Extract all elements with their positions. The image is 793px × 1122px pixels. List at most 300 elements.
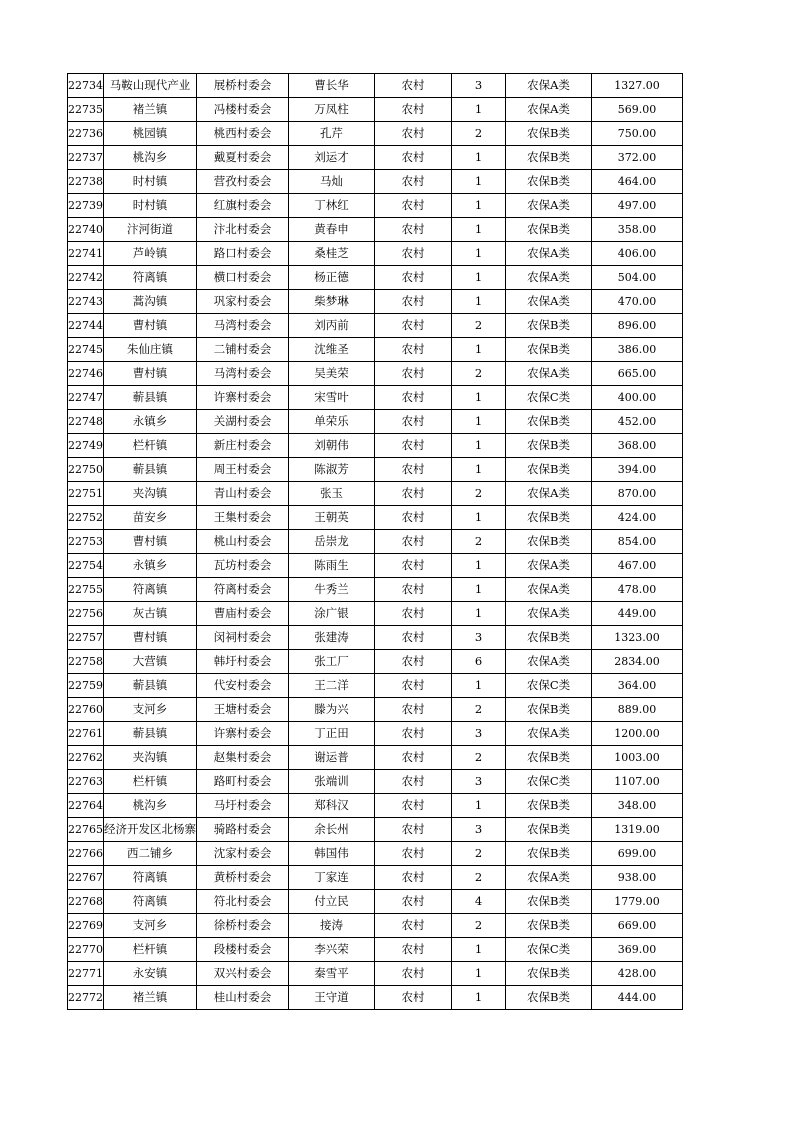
village-cell: 马圩村委会 — [197, 794, 289, 818]
category-cell: 农保B类 — [506, 698, 592, 722]
household-count-cell: 3 — [452, 74, 506, 98]
name-cell: 张端训 — [289, 770, 375, 794]
category-cell: 农保A类 — [506, 266, 592, 290]
household-count-cell: 2 — [452, 314, 506, 338]
household-count-cell: 2 — [452, 866, 506, 890]
town-cell: 经济开发区北杨寨 — [104, 818, 197, 842]
table-row — [68, 458, 683, 482]
village-cell: 桃山村委会 — [197, 530, 289, 554]
amount-cell: 372.00 — [592, 146, 683, 170]
village-cell: 符离村委会 — [197, 578, 289, 602]
name-cell: 滕为兴 — [289, 698, 375, 722]
village-cell: 二铺村委会 — [197, 338, 289, 362]
row-id-cell: 22771 — [68, 962, 104, 986]
household-count-cell: 1 — [452, 674, 506, 698]
town-cell: 西二铺乡 — [104, 842, 197, 866]
village-cell: 横口村委会 — [197, 266, 289, 290]
category-cell: 农保B类 — [506, 818, 592, 842]
village-cell: 代安村委会 — [197, 674, 289, 698]
name-cell: 吴美荣 — [289, 362, 375, 386]
category-cell: 农保B类 — [506, 890, 592, 914]
amount-cell: 464.00 — [592, 170, 683, 194]
household-count-cell: 6 — [452, 650, 506, 674]
row-id-cell: 22755 — [68, 578, 104, 602]
amount-cell: 870.00 — [592, 482, 683, 506]
table-row — [68, 98, 683, 122]
row-id-cell: 22749 — [68, 434, 104, 458]
area-cell: 农村 — [375, 170, 452, 194]
household-count-cell: 1 — [452, 98, 506, 122]
amount-cell: 386.00 — [592, 338, 683, 362]
village-cell: 许寨村委会 — [197, 386, 289, 410]
area-cell: 农村 — [375, 482, 452, 506]
village-cell: 黄桥村委会 — [197, 866, 289, 890]
name-cell: 柴梦琳 — [289, 290, 375, 314]
household-count-cell: 1 — [452, 386, 506, 410]
town-cell: 永镇乡 — [104, 410, 197, 434]
village-cell: 许寨村委会 — [197, 722, 289, 746]
amount-cell: 699.00 — [592, 842, 683, 866]
amount-cell: 504.00 — [592, 266, 683, 290]
area-cell: 农村 — [375, 530, 452, 554]
household-count-cell: 1 — [452, 986, 506, 1010]
village-cell: 双兴村委会 — [197, 962, 289, 986]
table-row — [68, 938, 683, 962]
area-cell: 农村 — [375, 866, 452, 890]
area-cell: 农村 — [375, 314, 452, 338]
town-cell: 支河乡 — [104, 698, 197, 722]
household-count-cell: 4 — [452, 890, 506, 914]
town-cell: 支河乡 — [104, 914, 197, 938]
row-id-cell: 22742 — [68, 266, 104, 290]
village-cell: 徐桥村委会 — [197, 914, 289, 938]
town-cell: 夹沟镇 — [104, 746, 197, 770]
amount-cell: 369.00 — [592, 938, 683, 962]
name-cell: 郑科汉 — [289, 794, 375, 818]
table-row — [68, 818, 683, 842]
village-cell: 韩圩村委会 — [197, 650, 289, 674]
amount-cell: 348.00 — [592, 794, 683, 818]
row-id-cell: 22741 — [68, 242, 104, 266]
row-id-cell: 22734 — [68, 74, 104, 98]
name-cell: 岳崇龙 — [289, 530, 375, 554]
town-cell: 永安镇 — [104, 962, 197, 986]
village-cell: 符北村委会 — [197, 890, 289, 914]
name-cell: 张玉 — [289, 482, 375, 506]
area-cell: 农村 — [375, 794, 452, 818]
table-row — [68, 722, 683, 746]
town-cell: 朱仙庄镇 — [104, 338, 197, 362]
area-cell: 农村 — [375, 98, 452, 122]
table-body — [68, 74, 683, 1010]
category-cell: 农保B类 — [506, 986, 592, 1010]
table-row — [68, 698, 683, 722]
table-row — [68, 674, 683, 698]
row-id-cell: 22737 — [68, 146, 104, 170]
category-cell: 农保B类 — [506, 458, 592, 482]
category-cell: 农保B类 — [506, 338, 592, 362]
table-row — [68, 650, 683, 674]
village-cell: 巩家村委会 — [197, 290, 289, 314]
area-cell: 农村 — [375, 626, 452, 650]
table-row — [68, 602, 683, 626]
table-row — [68, 122, 683, 146]
row-id-cell: 22770 — [68, 938, 104, 962]
village-cell: 戴夏村委会 — [197, 146, 289, 170]
category-cell: 农保A类 — [506, 74, 592, 98]
town-cell: 大营镇 — [104, 650, 197, 674]
area-cell: 农村 — [375, 218, 452, 242]
household-count-cell: 2 — [452, 362, 506, 386]
name-cell: 刘运才 — [289, 146, 375, 170]
amount-cell: 424.00 — [592, 506, 683, 530]
household-count-cell: 1 — [452, 170, 506, 194]
category-cell: 农保B类 — [506, 146, 592, 170]
village-cell: 冯楼村委会 — [197, 98, 289, 122]
area-cell: 农村 — [375, 146, 452, 170]
area-cell: 农村 — [375, 74, 452, 98]
table-row — [68, 578, 683, 602]
household-count-cell: 3 — [452, 722, 506, 746]
area-cell: 农村 — [375, 914, 452, 938]
village-cell: 周王村委会 — [197, 458, 289, 482]
row-id-cell: 22748 — [68, 410, 104, 434]
area-cell: 农村 — [375, 410, 452, 434]
allowance-table — [67, 73, 683, 1010]
row-id-cell: 22765 — [68, 818, 104, 842]
town-cell: 时村镇 — [104, 170, 197, 194]
area-cell: 农村 — [375, 242, 452, 266]
name-cell: 黄春申 — [289, 218, 375, 242]
name-cell: 单荣乐 — [289, 410, 375, 434]
row-id-cell: 22762 — [68, 746, 104, 770]
area-cell: 农村 — [375, 650, 452, 674]
town-cell: 蕲县镇 — [104, 386, 197, 410]
name-cell: 丁家连 — [289, 866, 375, 890]
name-cell: 余长州 — [289, 818, 375, 842]
town-cell: 栏杆镇 — [104, 434, 197, 458]
name-cell: 付立民 — [289, 890, 375, 914]
name-cell: 韩国伟 — [289, 842, 375, 866]
village-cell: 关湖村委会 — [197, 410, 289, 434]
village-cell: 桂山村委会 — [197, 986, 289, 1010]
area-cell: 农村 — [375, 266, 452, 290]
amount-cell: 2834.00 — [592, 650, 683, 674]
table-row — [68, 146, 683, 170]
row-id-cell: 22735 — [68, 98, 104, 122]
town-cell: 永镇乡 — [104, 554, 197, 578]
village-cell: 赵集村委会 — [197, 746, 289, 770]
name-cell: 杨正德 — [289, 266, 375, 290]
category-cell: 农保A类 — [506, 362, 592, 386]
area-cell: 农村 — [375, 506, 452, 530]
town-cell: 桃沟乡 — [104, 146, 197, 170]
category-cell: 农保B类 — [506, 962, 592, 986]
category-cell: 农保C类 — [506, 770, 592, 794]
name-cell: 曹长华 — [289, 74, 375, 98]
name-cell: 张建涛 — [289, 626, 375, 650]
household-count-cell: 3 — [452, 818, 506, 842]
category-cell: 农保A类 — [506, 722, 592, 746]
amount-cell: 665.00 — [592, 362, 683, 386]
table-row — [68, 842, 683, 866]
household-count-cell: 1 — [452, 554, 506, 578]
name-cell: 张工厂 — [289, 650, 375, 674]
area-cell: 农村 — [375, 890, 452, 914]
table-row — [68, 194, 683, 218]
name-cell: 丁正田 — [289, 722, 375, 746]
amount-cell: 1003.00 — [592, 746, 683, 770]
town-cell: 灰古镇 — [104, 602, 197, 626]
table-row — [68, 386, 683, 410]
amount-cell: 368.00 — [592, 434, 683, 458]
row-id-cell: 22744 — [68, 314, 104, 338]
village-cell: 曹庙村委会 — [197, 602, 289, 626]
row-id-cell: 22740 — [68, 218, 104, 242]
category-cell: 农保B类 — [506, 506, 592, 530]
village-cell: 青山村委会 — [197, 482, 289, 506]
amount-cell: 497.00 — [592, 194, 683, 218]
amount-cell: 896.00 — [592, 314, 683, 338]
amount-cell: 478.00 — [592, 578, 683, 602]
row-id-cell: 22750 — [68, 458, 104, 482]
area-cell: 农村 — [375, 842, 452, 866]
category-cell: 农保B类 — [506, 842, 592, 866]
table-row — [68, 986, 683, 1010]
name-cell: 王朝英 — [289, 506, 375, 530]
household-count-cell: 1 — [452, 410, 506, 434]
amount-cell: 854.00 — [592, 530, 683, 554]
town-cell: 桃园镇 — [104, 122, 197, 146]
town-cell: 符离镇 — [104, 866, 197, 890]
category-cell: 农保A类 — [506, 602, 592, 626]
name-cell: 万凤柱 — [289, 98, 375, 122]
row-id-cell: 22736 — [68, 122, 104, 146]
household-count-cell: 1 — [452, 506, 506, 530]
area-cell: 农村 — [375, 698, 452, 722]
category-cell: 农保A类 — [506, 578, 592, 602]
amount-cell: 938.00 — [592, 866, 683, 890]
town-cell: 蕲县镇 — [104, 722, 197, 746]
name-cell: 王守道 — [289, 986, 375, 1010]
amount-cell: 1323.00 — [592, 626, 683, 650]
table-row — [68, 626, 683, 650]
row-id-cell: 22759 — [68, 674, 104, 698]
amount-cell: 1319.00 — [592, 818, 683, 842]
village-cell: 马湾村委会 — [197, 314, 289, 338]
category-cell: 农保B类 — [506, 530, 592, 554]
village-cell: 段楼村委会 — [197, 938, 289, 962]
category-cell: 农保B类 — [506, 794, 592, 818]
town-cell: 曹村镇 — [104, 626, 197, 650]
village-cell: 王塘村委会 — [197, 698, 289, 722]
household-count-cell: 1 — [452, 962, 506, 986]
name-cell: 沈维圣 — [289, 338, 375, 362]
row-id-cell: 22751 — [68, 482, 104, 506]
household-count-cell: 1 — [452, 602, 506, 626]
town-cell: 蒿沟镇 — [104, 290, 197, 314]
amount-cell: 1200.00 — [592, 722, 683, 746]
row-id-cell: 22757 — [68, 626, 104, 650]
category-cell: 农保B类 — [506, 626, 592, 650]
table-row — [68, 242, 683, 266]
household-count-cell: 1 — [452, 938, 506, 962]
town-cell: 曹村镇 — [104, 362, 197, 386]
town-cell: 栏杆镇 — [104, 770, 197, 794]
area-cell: 农村 — [375, 338, 452, 362]
household-count-cell: 1 — [452, 146, 506, 170]
row-id-cell: 22752 — [68, 506, 104, 530]
area-cell: 农村 — [375, 746, 452, 770]
row-id-cell: 22754 — [68, 554, 104, 578]
name-cell: 刘丙前 — [289, 314, 375, 338]
town-cell: 苗安乡 — [104, 506, 197, 530]
row-id-cell: 22760 — [68, 698, 104, 722]
amount-cell: 1779.00 — [592, 890, 683, 914]
area-cell: 农村 — [375, 434, 452, 458]
name-cell: 牛秀兰 — [289, 578, 375, 602]
area-cell: 农村 — [375, 674, 452, 698]
category-cell: 农保B类 — [506, 746, 592, 770]
town-cell: 芦岭镇 — [104, 242, 197, 266]
row-id-cell: 22745 — [68, 338, 104, 362]
area-cell: 农村 — [375, 962, 452, 986]
village-cell: 王集村委会 — [197, 506, 289, 530]
village-cell: 桃西村委会 — [197, 122, 289, 146]
table-row — [68, 314, 683, 338]
amount-cell: 364.00 — [592, 674, 683, 698]
village-cell: 路町村委会 — [197, 770, 289, 794]
town-cell: 蕲县镇 — [104, 458, 197, 482]
name-cell: 丁林红 — [289, 194, 375, 218]
category-cell: 农保B类 — [506, 122, 592, 146]
household-count-cell: 1 — [452, 266, 506, 290]
name-cell: 涂广银 — [289, 602, 375, 626]
row-id-cell: 22764 — [68, 794, 104, 818]
table-row — [68, 290, 683, 314]
household-count-cell: 1 — [452, 338, 506, 362]
table-row — [68, 362, 683, 386]
row-id-cell: 22756 — [68, 602, 104, 626]
area-cell: 农村 — [375, 938, 452, 962]
household-count-cell: 1 — [452, 242, 506, 266]
name-cell: 刘朝伟 — [289, 434, 375, 458]
row-id-cell: 22758 — [68, 650, 104, 674]
town-cell: 褚兰镇 — [104, 98, 197, 122]
town-cell: 栏杆镇 — [104, 938, 197, 962]
village-cell: 展桥村委会 — [197, 74, 289, 98]
name-cell: 马灿 — [289, 170, 375, 194]
row-id-cell: 22761 — [68, 722, 104, 746]
amount-cell: 470.00 — [592, 290, 683, 314]
name-cell: 接涛 — [289, 914, 375, 938]
household-count-cell: 2 — [452, 842, 506, 866]
category-cell: 农保A类 — [506, 650, 592, 674]
town-cell: 符离镇 — [104, 266, 197, 290]
town-cell: 蕲县镇 — [104, 674, 197, 698]
household-count-cell: 1 — [452, 218, 506, 242]
amount-cell: 406.00 — [592, 242, 683, 266]
category-cell: 农保B类 — [506, 914, 592, 938]
household-count-cell: 1 — [452, 458, 506, 482]
household-count-cell: 3 — [452, 770, 506, 794]
row-id-cell: 22738 — [68, 170, 104, 194]
village-cell: 路口村委会 — [197, 242, 289, 266]
area-cell: 农村 — [375, 602, 452, 626]
row-id-cell: 22767 — [68, 866, 104, 890]
category-cell: 农保B类 — [506, 410, 592, 434]
category-cell: 农保B类 — [506, 434, 592, 458]
village-cell: 骑路村委会 — [197, 818, 289, 842]
name-cell: 宋雪叶 — [289, 386, 375, 410]
table-row — [68, 962, 683, 986]
area-cell: 农村 — [375, 722, 452, 746]
table-row — [68, 266, 683, 290]
table-row — [68, 746, 683, 770]
table-row — [68, 914, 683, 938]
town-cell: 夹沟镇 — [104, 482, 197, 506]
category-cell: 农保A类 — [506, 482, 592, 506]
table-row — [68, 170, 683, 194]
category-cell: 农保A类 — [506, 290, 592, 314]
table-row — [68, 866, 683, 890]
area-cell: 农村 — [375, 194, 452, 218]
village-cell: 沈家村委会 — [197, 842, 289, 866]
category-cell: 农保B类 — [506, 218, 592, 242]
amount-cell: 444.00 — [592, 986, 683, 1010]
row-id-cell: 22763 — [68, 770, 104, 794]
town-cell: 桃沟乡 — [104, 794, 197, 818]
area-cell: 农村 — [375, 770, 452, 794]
table-row — [68, 506, 683, 530]
category-cell: 农保A类 — [506, 242, 592, 266]
table-row — [68, 554, 683, 578]
household-count-cell: 1 — [452, 578, 506, 602]
household-count-cell: 1 — [452, 434, 506, 458]
table-row — [68, 218, 683, 242]
town-cell: 褚兰镇 — [104, 986, 197, 1010]
table-row — [68, 338, 683, 362]
household-count-cell: 2 — [452, 914, 506, 938]
category-cell: 农保A类 — [506, 866, 592, 890]
name-cell: 李兴荣 — [289, 938, 375, 962]
household-count-cell: 2 — [452, 122, 506, 146]
household-count-cell: 2 — [452, 530, 506, 554]
amount-cell: 400.00 — [592, 386, 683, 410]
household-count-cell: 1 — [452, 794, 506, 818]
amount-cell: 889.00 — [592, 698, 683, 722]
category-cell: 农保B类 — [506, 314, 592, 338]
area-cell: 农村 — [375, 386, 452, 410]
town-cell: 曹村镇 — [104, 314, 197, 338]
village-cell: 闵祠村委会 — [197, 626, 289, 650]
area-cell: 农村 — [375, 554, 452, 578]
town-cell: 时村镇 — [104, 194, 197, 218]
amount-cell: 449.00 — [592, 602, 683, 626]
household-count-cell: 1 — [452, 194, 506, 218]
area-cell: 农村 — [375, 290, 452, 314]
table-row — [68, 410, 683, 434]
row-id-cell: 22747 — [68, 386, 104, 410]
table-row — [68, 482, 683, 506]
town-cell: 汴河街道 — [104, 218, 197, 242]
name-cell: 孔芹 — [289, 122, 375, 146]
table-row — [68, 74, 683, 98]
category-cell: 农保A类 — [506, 98, 592, 122]
name-cell: 王二洋 — [289, 674, 375, 698]
category-cell: 农保C类 — [506, 674, 592, 698]
amount-cell: 1327.00 — [592, 74, 683, 98]
